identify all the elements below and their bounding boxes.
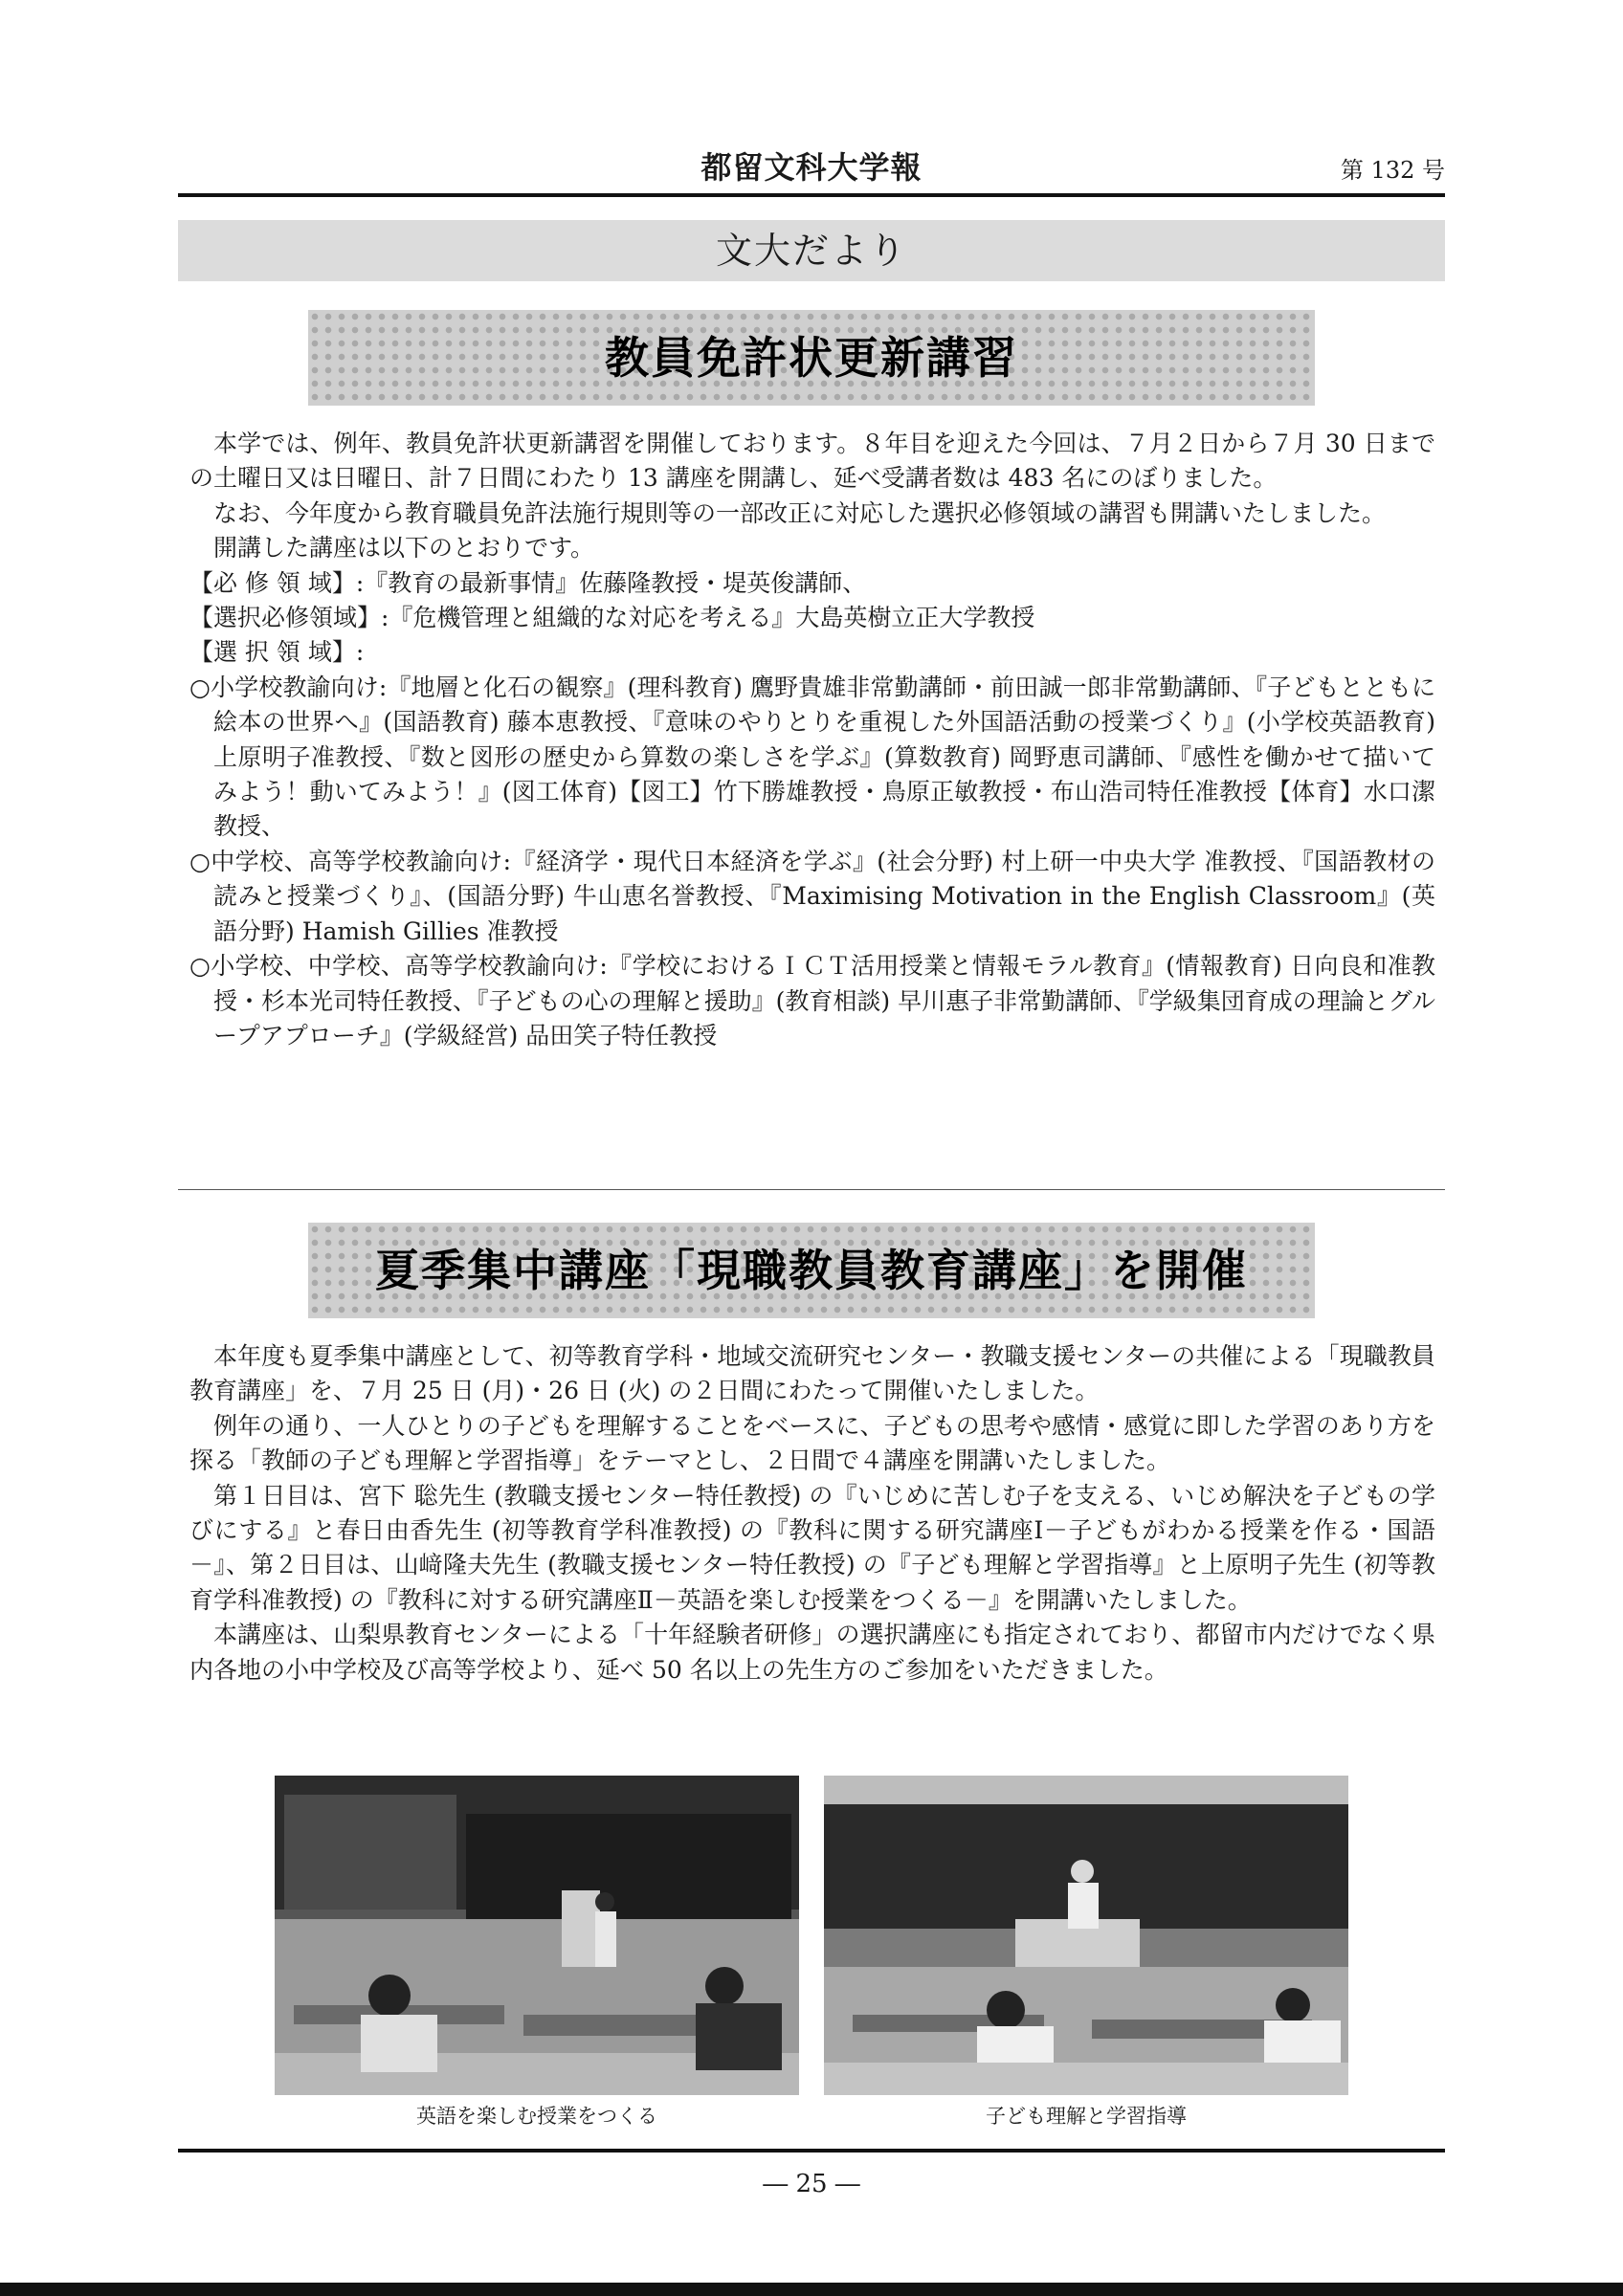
course-list-secondary: ○中学校、高等学校教諭向け:『経済学・現代日本経済を学ぶ』(社会分野) 村上研一中央大学 准教授、『国語教材の読みと授業づくり』、(国語分野) 牛山恵名誉教授、『Maximising Motivation in the English Classroom』(英語分野) Hamish Gillies 准教授 xyxy=(189,847,1435,945)
article2-paragraph-3: 第１日目は、宮下 聡先生 (教職支援センター特任教授) の『いじめに苦しむ子を支える、いじめ解決を子どもの学びにする』と春日由香先生 (初等教育学科准教授) の『教科に関する研究講座Ⅰ－子どもがわかる授業を作る・国語－』、第２日目は、山﨑隆夫先生 (教職支援センター特任教授) の『子ども理解と学習指導』と上原明子先生 (初等教育学科准教授) の『教科に対する研究講座Ⅱ－英語を楽しむ授業をつくる－』を開講いたしました。 xyxy=(189,1481,1435,1614)
photo-english-lesson-image xyxy=(275,1776,799,2095)
footer-rule xyxy=(178,2149,1445,2152)
issue-number: 第 132 号 xyxy=(1340,157,1445,184)
article2-title: 夏季集中講座「現職教員教育講座」を開催 xyxy=(375,1245,1248,1296)
section-title: 文大だより xyxy=(715,230,907,272)
publication-title: 都留文科大学報 xyxy=(700,149,923,186)
bottom-edge-bar xyxy=(0,2283,1623,2296)
article1-paragraph-3: 開講した講座は以下のとおりです。 xyxy=(213,534,595,563)
article2-paragraph-1: 本年度も夏季集中講座として、初等教育学科・地域交流研究センター・教職支援センターの共催による「現職教員教育講座」を、７月 25 日 (月)・26 日 (火) の２日間にわたって開催いたしました。 xyxy=(189,1342,1435,1405)
article1-body xyxy=(189,427,1435,1053)
selective-area: 【選 択 領 域】: xyxy=(189,638,365,667)
article2-paragraph-2: 例年の通り、一人ひとりの子どもを理解することをベースに、子どもの思考や感情・感覚に即した学習のあり方を探る「教師の子ども理解と学習指導」をテーマとし、２日間で４講座を開講いたしました。 xyxy=(189,1411,1435,1475)
course-list-all-schools: ○小学校、中学校、高等学校教諭向け:『学校におけるＩＣＴ活用授業と情報モラル教育』(情報教育) 日向良和准教授・杉本光司特任教授、『子どもの心の理解と援助』(教育相談) 早川惠子非常勤講師、『学級集団育成の理論とグループアプローチ』(学級経営) 品田笑子特任教授 xyxy=(189,952,1435,1049)
article1-title-box xyxy=(308,310,1315,406)
photo-child-understanding-caption: 子ども理解と学習指導 xyxy=(986,2105,1187,2128)
page-header xyxy=(178,144,1445,188)
photo-english-lesson-caption: 英語を楽しむ授業をつくる xyxy=(416,2105,657,2128)
article1-title: 教員免許状更新講習 xyxy=(605,332,1018,384)
article2-paragraph-4: 本講座は、山梨県教育センターによる「十年経験者研修」の選択講座にも指定されており、都留市内だけでなく県内各地の小中学校及び高等学校より、延べ 50 名以上の先生方のご参加をいただきました。 xyxy=(189,1621,1435,1684)
article1-paragraph-1: 本学では、例年、教員免許状更新講習を開催しております。８年目を迎えた今回は、７月２日から７月 30 日までの土曜日又は日曜日、計７日間にわたり 13 講座を開講し、延べ受講者数は 483 名にのぼりました。 xyxy=(189,430,1435,493)
section-band xyxy=(178,220,1445,281)
article2-body xyxy=(189,1339,1435,1688)
required-area: 【必 修 領 域】:『教育の最新事情』佐藤隆教授・堤英俊講師、 xyxy=(189,568,867,597)
article2-title-box xyxy=(308,1223,1315,1318)
photo-english-lesson xyxy=(275,1776,799,2095)
photo-child-understanding xyxy=(824,1776,1348,2095)
article1-paragraph-2: なお、今年度から教育職員免許法施行規則等の一部改正に対応した選択必修領域の講習も開講いたしました。 xyxy=(213,498,1387,527)
photo-child-understanding-image xyxy=(824,1776,1348,2095)
course-list-elementary: ○小学校教諭向け:『地層と化石の観察』(理科教育) 鷹野貴雄非常勤講師・前田誠一郎非常勤講師、『子どもとともに絵本の世界へ』(国語教育) 藤本恵教授、『意味のやりとりを重視した外国語活動の授業づくり』(小学校英語教育) 上原明子准教授、『数と図形の歴史から算数の楽しさを学ぶ』(算数教育) 岡野恵司講師、『感性を働かせて描いてみよう！動いてみよう！』(図工体育)【図工】竹下勝雄教授・鳥原正敏教授・布山浩司特任准教授【体育】水口潔教授、 xyxy=(189,673,1435,841)
selective-required-area: 【選択必修領域】:『危機管理と組織的な対応を考える』大島英樹立正大学教授 xyxy=(189,604,1035,632)
header-rule xyxy=(178,193,1445,197)
page-number: ― 25 ― xyxy=(763,2170,860,2198)
article-divider xyxy=(178,1189,1445,1190)
